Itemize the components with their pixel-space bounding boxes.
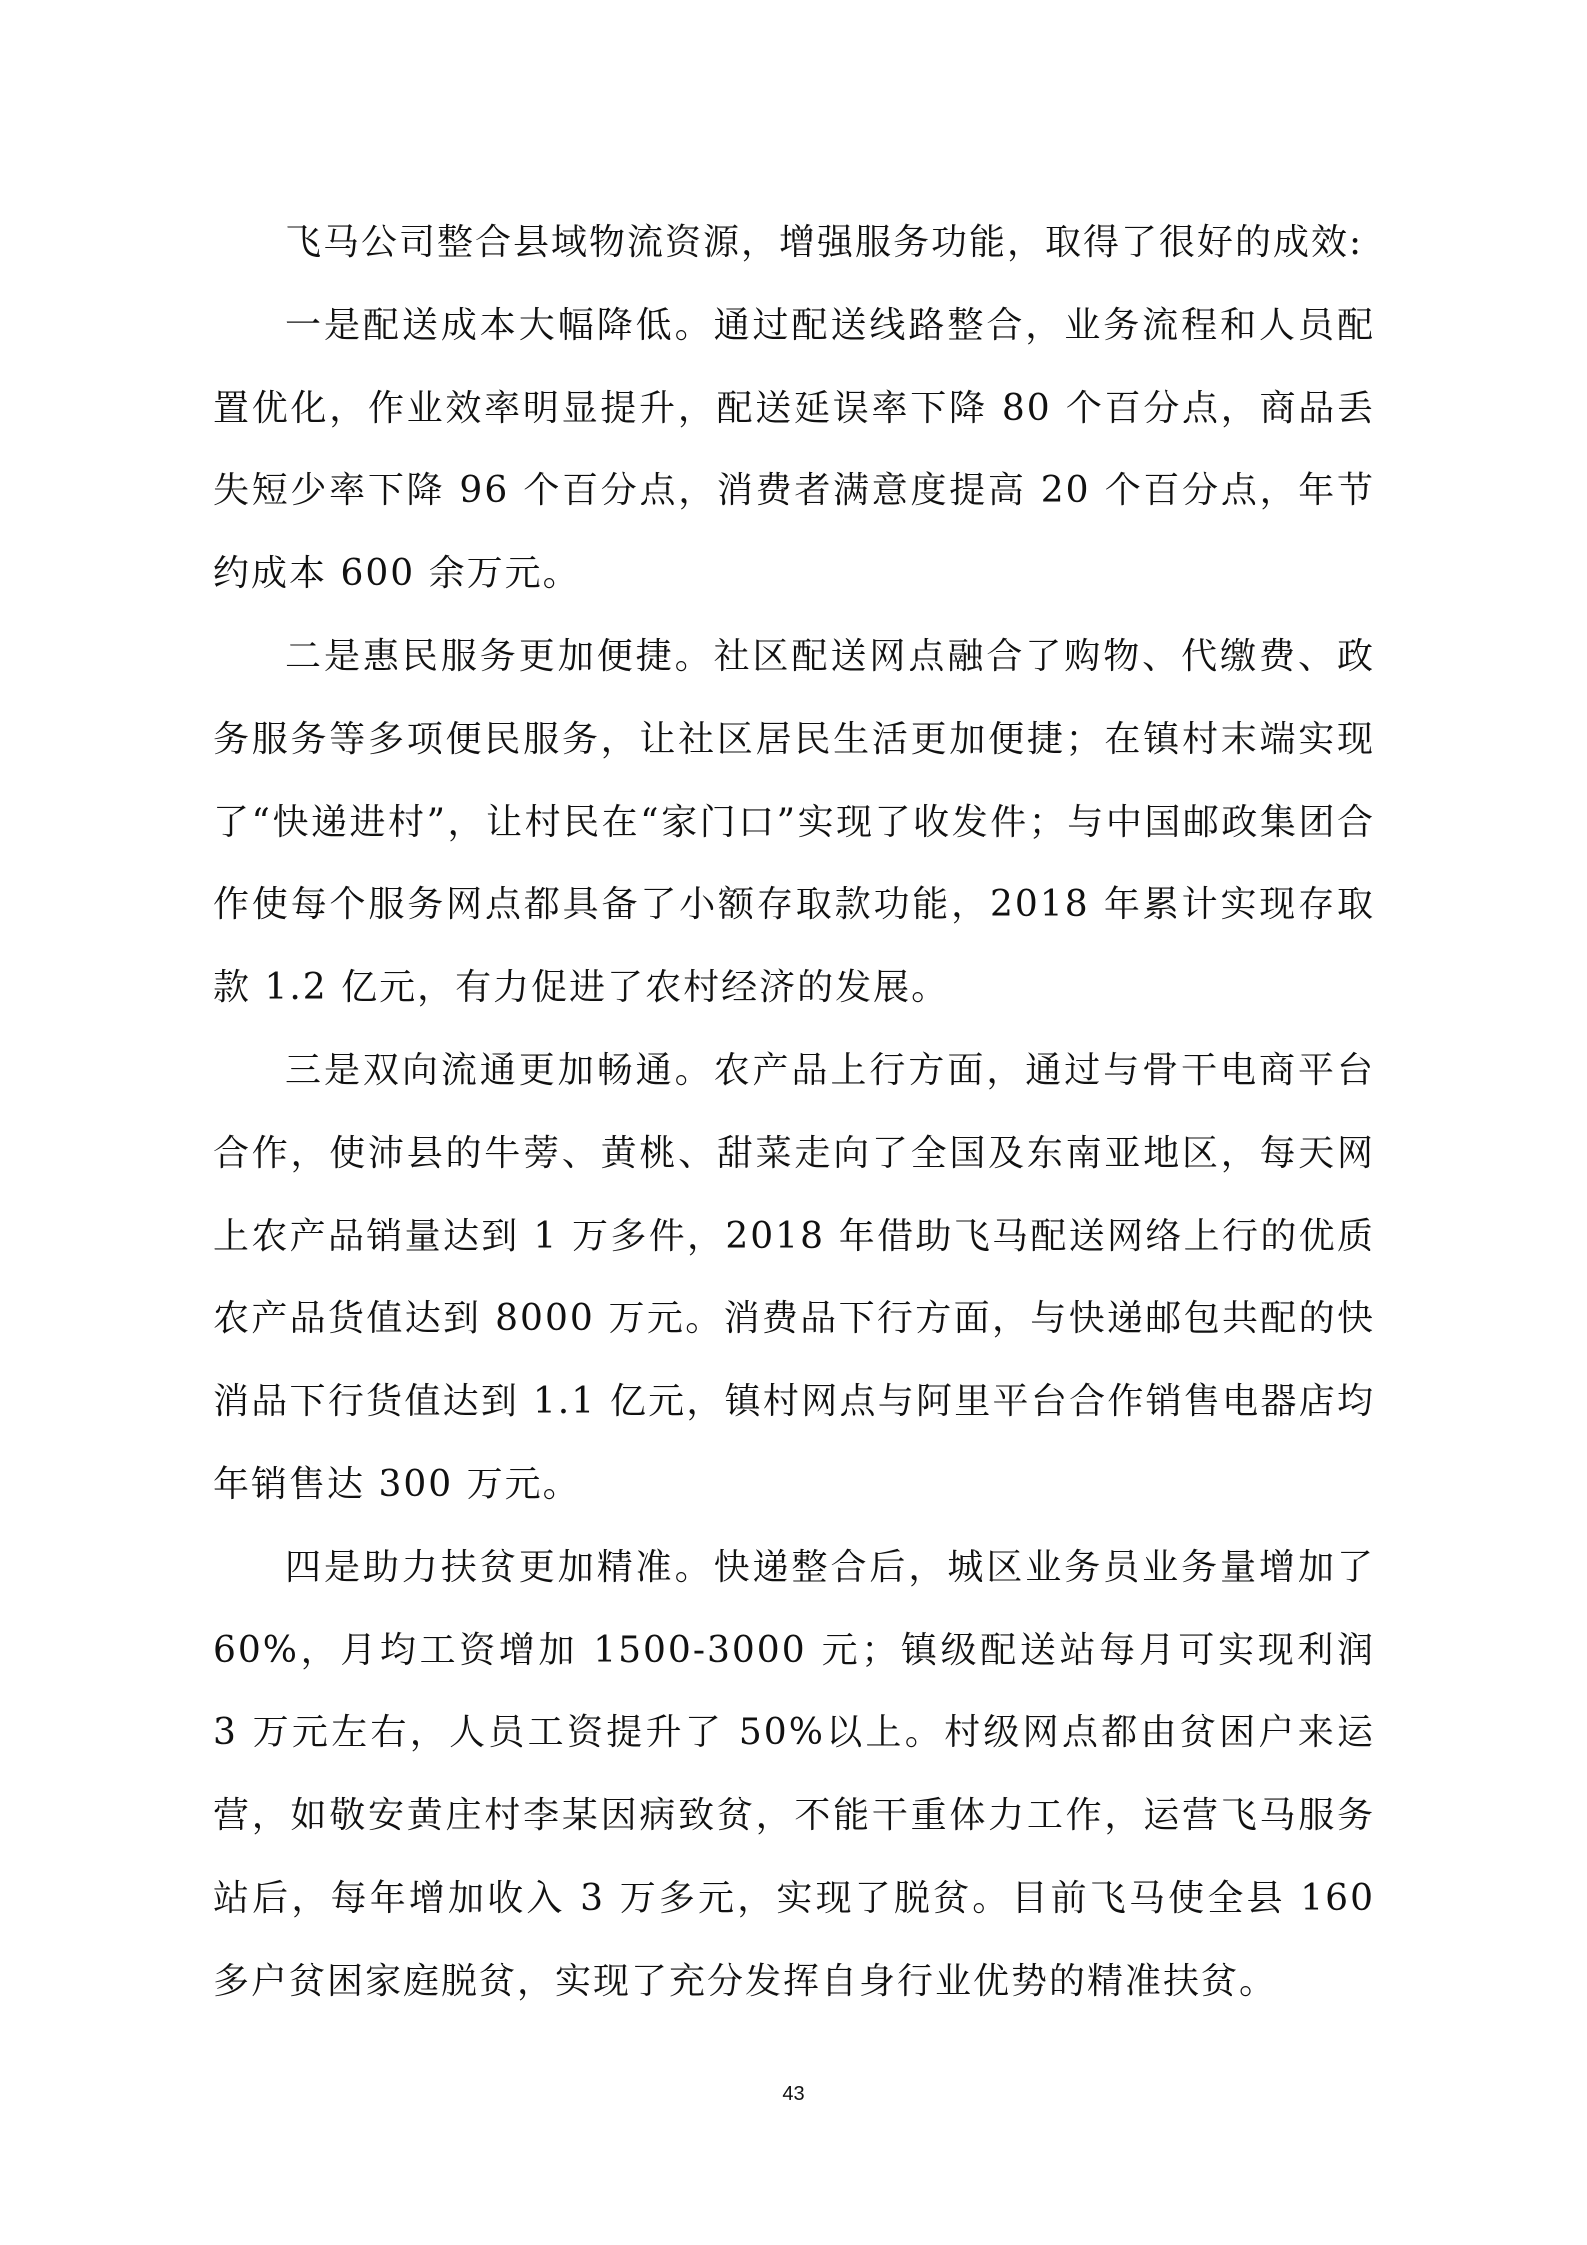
paragraph-convenient-service: 二是惠民服务更加便捷。社区配送网点融合了购物、代缴费、政务服务等多项便民服务，让社区居民生活更加便捷；在镇村末端实现了“快递进村”，让村民在“家门口”实现了收发件；与中国邮政集团合作使每个服务网点都具备了小额存取款功能，2018 年累计实现存取款 1.2 亿元，有力促进了农村经济的发展。	[213, 635, 1375, 1009]
document-body	[213, 202, 1375, 2024]
paragraph-two-way-circulation: 三是双向流通更加畅通。农产品上行方面，通过与骨干电商平台合作，使沛县的牛蒡、黄桃、甜菜走向了全国及东南亚地区，每天网上农产品销量达到 1 万多件，2018 年借助飞马配送网络上行的优质农产品货值达到 8000 万元。消费品下行方面，与快递邮包共配的快消品下行货值达到 1.1 亿元，镇村网点与阿里平台合作销售电器店均年销售达 300 万元。	[213, 1049, 1375, 1505]
paragraph-cost-reduction: 一是配送成本大幅降低。通过配送线路整合，业务流程和人员配置优化，作业效率明显提升，配送延误率下降 80 个百分点，商品丢失短少率下降 96 个百分点，消费者满意度提高 20 个百分点，年节约成本 600 余万元。	[213, 304, 1375, 595]
page-number: 43	[782, 2083, 805, 2105]
paragraph-intro: 飞马公司整合县域物流资源，增强服务功能，取得了很好的成效:	[285, 222, 1364, 263]
paragraph-poverty-alleviation: 四是助力扶贫更加精准。快递整合后，城区业务员业务量增加了 60%，月均工资增加 1500-3000 元；镇级配送站每月可实现利润 3 万元左右，人员工资提升了 50%以上。村级网点都由贫困户来运营，如敬安黄庄村李某因病致贫，不能干重体力工作，运营飞马服务站后，每年增加收入 3 万多元，实现了脱贫。目前飞马使全县 160 多户贫困家庭脱贫，实现了充分发挥自身行业优势的精准扶贫。	[213, 1546, 1375, 2002]
